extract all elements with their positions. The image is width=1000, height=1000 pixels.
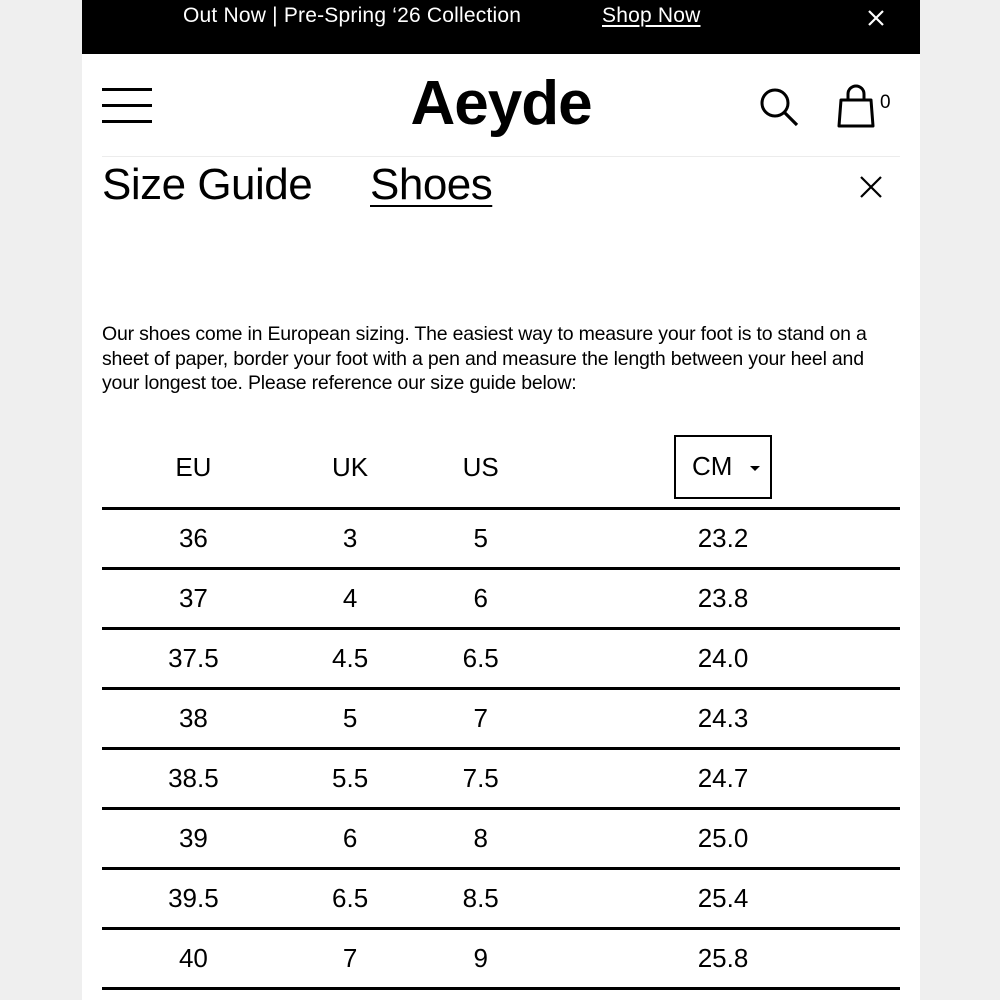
cell-uk: 7 — [285, 928, 416, 988]
cell-us: 8 — [415, 808, 546, 868]
cell-uk: 6.5 — [285, 868, 416, 928]
bag-count: 0 — [880, 92, 891, 113]
column-header-unit — [546, 428, 900, 508]
cell-us: 7 — [415, 688, 546, 748]
table-row — [102, 688, 900, 748]
cell-uk: 5.5 — [285, 748, 416, 808]
cell-us: 6 — [415, 568, 546, 628]
table-row — [102, 928, 900, 988]
size-guide-intro: Our shoes come in European sizing. The easiest way to measure your foot is to stand on a sheet of paper, border your foot with a pen and measure the length between your heel and your longest toe. Please reference our size guide below: — [102, 323, 867, 394]
table-row — [102, 508, 900, 568]
tab-shoes[interactable]: Shoes — [370, 160, 493, 209]
column-header-uk: UK — [332, 451, 369, 482]
cell-uk: 6 — [285, 808, 416, 868]
cell-cm: 25.8 — [546, 928, 900, 988]
cell-uk: 4 — [285, 568, 416, 628]
shop-now-link[interactable]: Shop Now — [602, 4, 701, 27]
table-row — [102, 628, 900, 688]
cell-eu: 39 — [102, 808, 285, 868]
promo-text: Out Now | Pre-Spring ‘26 Collection — [183, 4, 522, 27]
cell-us: 9 — [415, 928, 546, 988]
close-icon[interactable] — [858, 174, 884, 200]
cell-cm: 25.0 — [546, 808, 900, 868]
cell-cm: 23.8 — [546, 568, 900, 628]
cell-uk: 4.5 — [285, 628, 416, 688]
table-row — [102, 568, 900, 628]
cell-cm: 24.0 — [546, 628, 900, 688]
search-icon[interactable] — [758, 86, 800, 128]
cell-cm: 24.7 — [546, 748, 900, 808]
unit-select-value: CM — [691, 451, 733, 482]
table-row — [102, 868, 900, 928]
cell-eu: 38 — [102, 688, 285, 748]
cell-eu: 40 — [102, 928, 285, 988]
cell-eu: 36 — [102, 508, 285, 568]
cell-cm: 24.3 — [546, 688, 900, 748]
header-divider — [102, 156, 900, 157]
brand-logo[interactable]: Aeyde — [410, 69, 592, 138]
promo-banner — [82, 0, 920, 54]
size-table — [102, 428, 900, 990]
cell-us: 5 — [415, 508, 546, 568]
table-row — [102, 808, 900, 868]
column-header-us: US — [462, 451, 499, 482]
cell-uk: 5 — [285, 688, 416, 748]
cell-cm: 23.2 — [546, 508, 900, 568]
shopping-bag-icon[interactable] — [834, 82, 878, 130]
cell-uk: 3 — [285, 508, 416, 568]
cell-eu: 37.5 — [102, 628, 285, 688]
unit-select[interactable] — [674, 435, 772, 499]
table-header-row — [102, 428, 900, 508]
cell-us: 7.5 — [415, 748, 546, 808]
mobile-screen — [82, 0, 920, 1000]
cell-eu: 38.5 — [102, 748, 285, 808]
cell-us: 8.5 — [415, 868, 546, 928]
cell-eu: 37 — [102, 568, 285, 628]
close-icon[interactable] — [864, 6, 888, 30]
size-guide-title: Size Guide — [102, 160, 313, 209]
site-header — [82, 54, 920, 156]
caret-down-icon — [750, 466, 760, 471]
cell-us: 6.5 — [415, 628, 546, 688]
column-header-eu: EU — [175, 451, 212, 482]
cell-cm: 25.4 — [546, 868, 900, 928]
table-row — [102, 748, 900, 808]
cell-eu: 39.5 — [102, 868, 285, 928]
